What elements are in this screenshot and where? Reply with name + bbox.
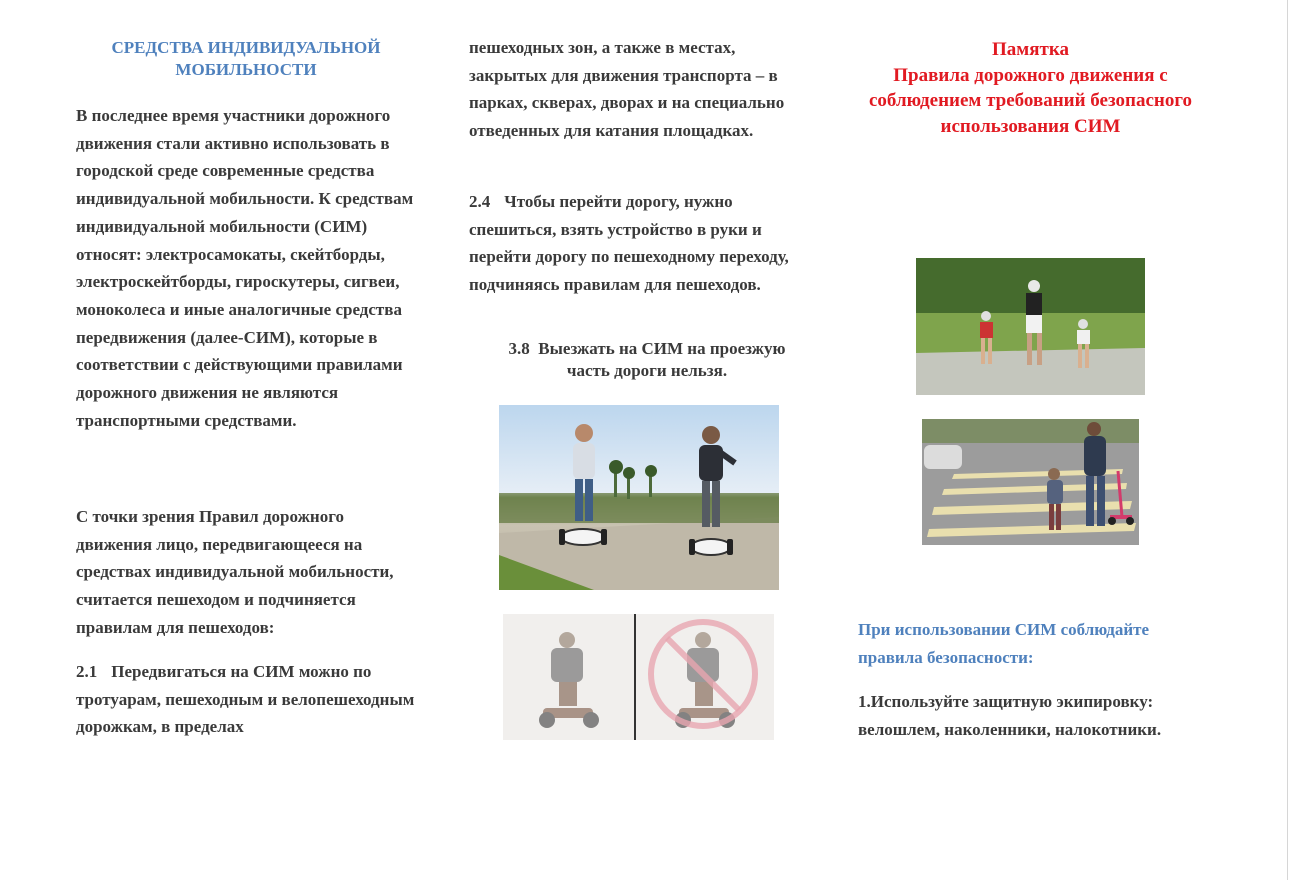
- rule-2-1-text: Передвигаться на СИМ можно по тротуарам, пешеходным и велопешеходным дорожкам, в пределах: [76, 662, 415, 737]
- rule-2-4-number: 2.4: [469, 192, 491, 211]
- memo-title: [858, 37, 1203, 139]
- rule-3-8: [487, 338, 807, 382]
- memo-title-subtitle: Правила дорожного движения с соблюдением требований безопасного использования СИМ: [869, 64, 1192, 137]
- intro-paragraph: В последнее время участники дорожного движения стали активно использовать в городской среде современные средства индивидуальной мобильности. К средствам индивидуальной мобильности (СИМ) относят: электросамокаты, скейтборды, электроскейтборды, гироскутеры, сигвеи, моноколеса и иные аналогичные средства передвижения (далее-СИМ), которые в соответствии с действующими правилами дорожного движения не являются транспортными средствами.: [76, 106, 414, 430]
- memo-title-label: Памятка: [992, 39, 1069, 60]
- crosswalk-scooter-photo: [922, 419, 1139, 545]
- rule-2-4: [469, 188, 814, 299]
- pedestrian-paragraph: С точки зрения Правил дорожного движения лицо, передвигающееся на средствах индивидуальной мобильности, считается пешеходом и подчиняется правилам для пешеходов:: [76, 507, 394, 637]
- rule-2-1: [76, 658, 424, 741]
- rollerblading-family-photo: [916, 258, 1145, 395]
- rule-3-8-number: 3.8: [508, 339, 530, 358]
- rule-2-1-number: 2.1: [76, 662, 98, 681]
- page-edge: [1287, 0, 1288, 880]
- rule-2-4-text: Чтобы перейти дорогу, нужно спешиться, взять устройство в руки и перейти дорогу по пешеходному переходу, подчиняясь правилам для пешеходов.: [469, 192, 789, 295]
- rule-2-1-continuation: пешеходных зон, а также в местах, закрытых для движения транспорта – в парках, скверах, дворах и на специально отведенных для катания площадках.: [469, 38, 785, 141]
- safety-item-1: 1.Используйте защитную экипировку: велошлем, наколенники, налокотники.: [858, 692, 1162, 739]
- segway-rule-illustration: [503, 614, 774, 740]
- rule-3-8-text: Выезжать на СИМ на проезжую часть дороги нельзя.: [538, 339, 786, 380]
- section-title: СРЕДСТВА ИНДИВИДУАЛЬНОЙ МОБИЛЬНОСТИ: [111, 38, 381, 79]
- safety-heading: При использовании СИМ соблюдайте правила безопасности:: [858, 620, 1150, 667]
- segway-riders-photo: [499, 405, 779, 590]
